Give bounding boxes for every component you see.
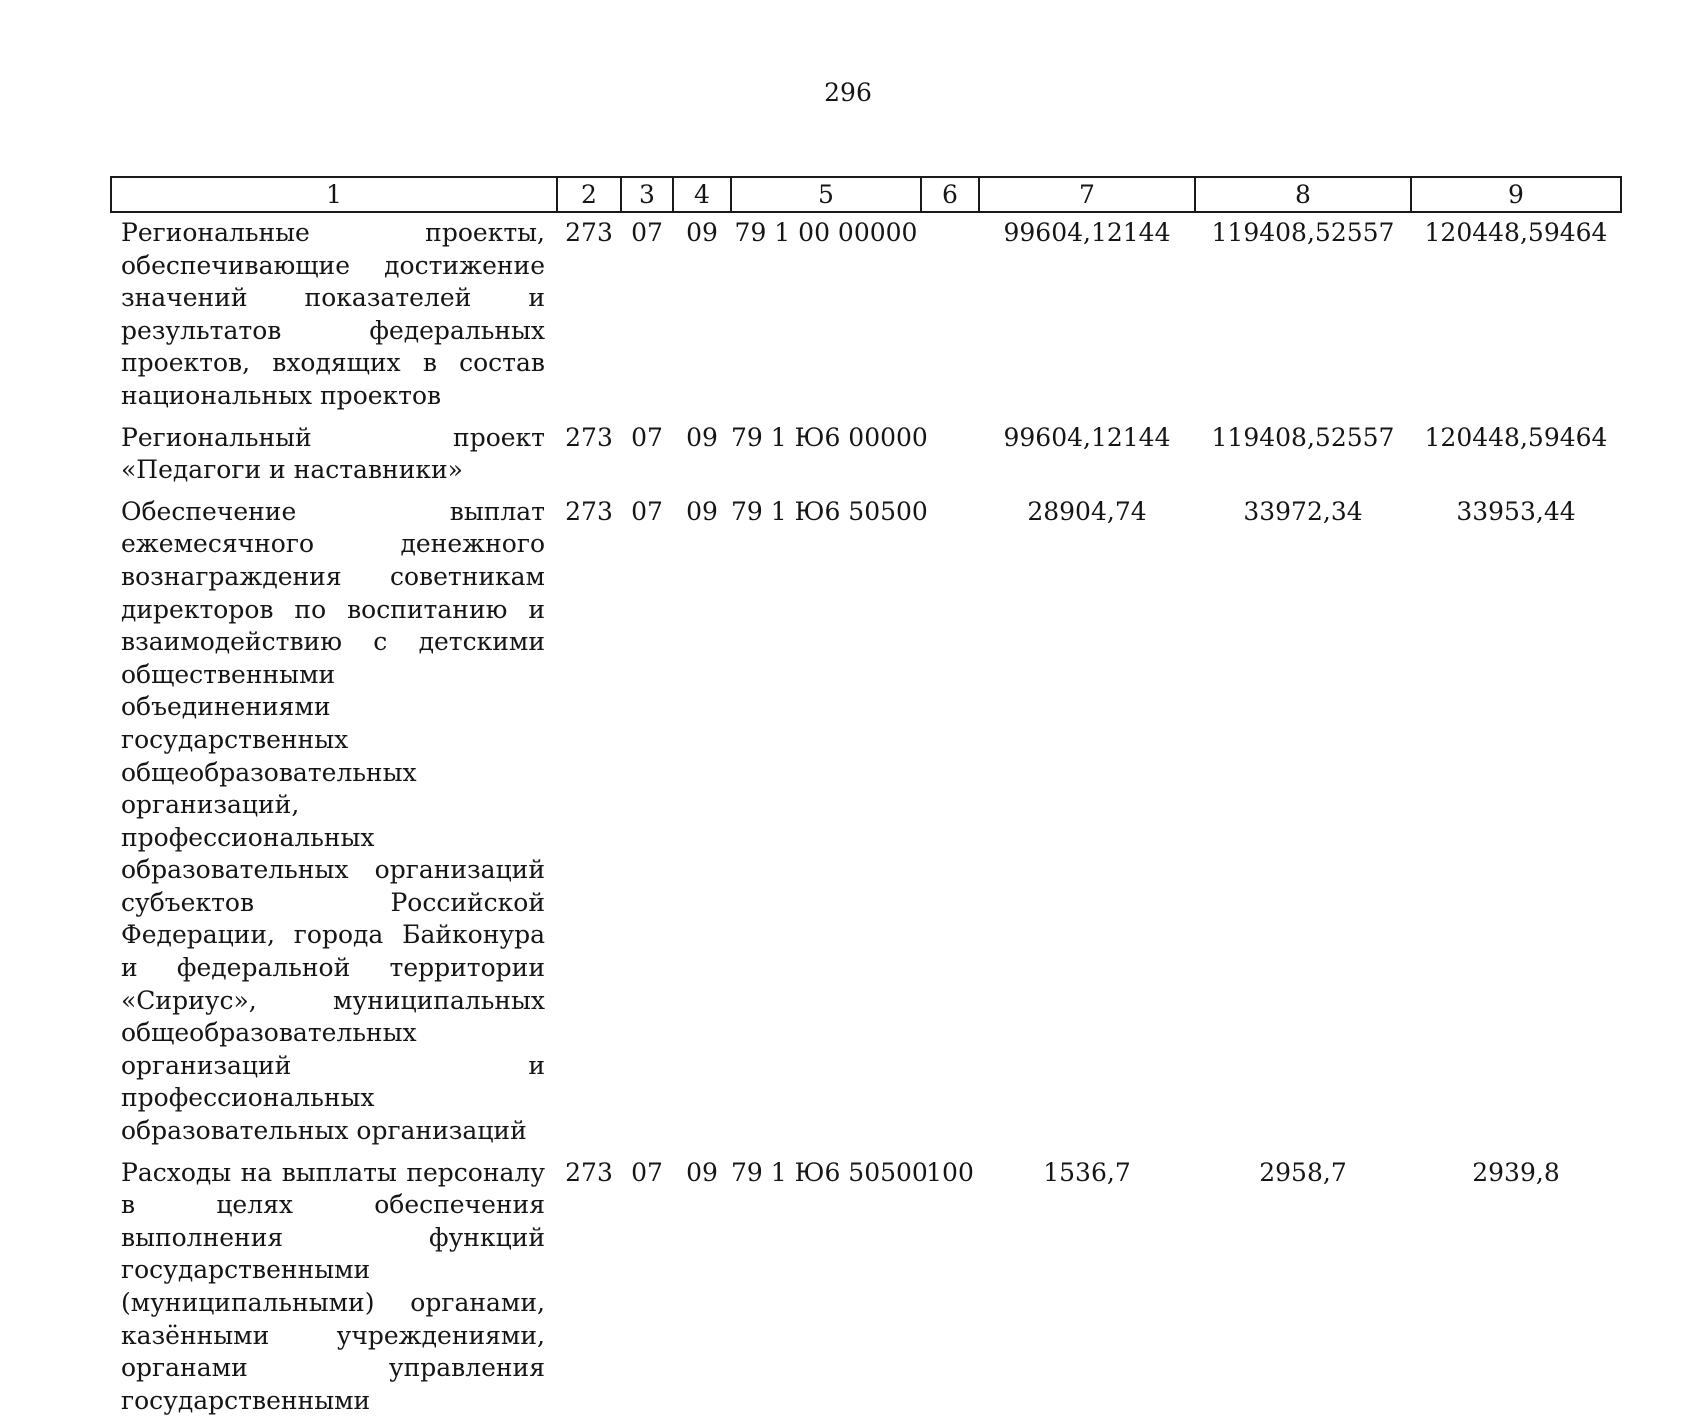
cell-col4: 09 bbox=[686, 422, 718, 452]
header-row bbox=[111, 177, 1621, 212]
budget-table bbox=[110, 176, 1622, 1422]
cell-col9: 120448,59464 bbox=[1424, 422, 1608, 452]
header-cell: 6 bbox=[921, 177, 979, 212]
cell-col5: 79 1 Ю6 50500 bbox=[731, 496, 928, 526]
cell-col4: 09 bbox=[686, 218, 718, 247]
header-cell: 9 bbox=[1411, 177, 1621, 212]
cell-col5: 79 1 00 00000 bbox=[734, 218, 918, 247]
cell-col7: 99604,12144 bbox=[1003, 218, 1171, 247]
cell-col6 bbox=[921, 418, 979, 492]
header-cell: 7 bbox=[979, 177, 1195, 212]
cell-col8: 119408,52557 bbox=[1211, 422, 1395, 452]
cell-col2: 273 bbox=[565, 218, 613, 247]
header-cell: 2 bbox=[557, 177, 621, 212]
cell-col5: 79 1 Ю6 00000 bbox=[731, 422, 928, 452]
cell-col6 bbox=[921, 212, 979, 418]
table-row bbox=[111, 212, 1621, 418]
cell-col3: 07 bbox=[631, 422, 663, 452]
cell-col3: 07 bbox=[631, 1157, 663, 1187]
cell-col4: 09 bbox=[686, 1157, 718, 1187]
header-cell: 1 bbox=[111, 177, 557, 212]
cell-col6: 100 bbox=[926, 1157, 974, 1187]
table-row bbox=[111, 492, 1621, 1153]
cell-col3: 07 bbox=[631, 496, 663, 526]
row-description: Расходы на выплаты персоналу в целях обеспечения выполнения функций государственными (муниципальными) органами, казёнными учреждениями, органами управления государственными bbox=[121, 1157, 545, 1415]
cell-col4: 09 bbox=[686, 496, 718, 526]
cell-col7: 1536,7 bbox=[1043, 1157, 1131, 1187]
cell-col7: 99604,12144 bbox=[1003, 422, 1171, 452]
header-cell: 8 bbox=[1195, 177, 1411, 212]
cell-col8: 119408,52557 bbox=[1211, 218, 1395, 247]
cell-col8: 2958,7 bbox=[1259, 1157, 1347, 1187]
header-cell: 5 bbox=[731, 177, 921, 212]
cell-col8: 33972,34 bbox=[1243, 496, 1363, 526]
cell-col7: 28904,74 bbox=[1027, 496, 1147, 526]
cell-col9: 120448,59464 bbox=[1424, 218, 1608, 247]
row-description: Региональный проект «Педагоги и наставники» bbox=[121, 422, 545, 485]
cell-col2: 273 bbox=[565, 422, 613, 452]
cell-col2: 273 bbox=[565, 496, 613, 526]
row-description: Обеспечение выплат ежемесячного денежного вознаграждения советникам директоров по воспитанию и взаимодействию с детскими общественными объединениями государственных общеобразовательных организаций, профессиональных образовательных организаций субъектов Российской Федерации, города Байконура и федеральной территории «Сириус», муниципальных общеобразовательных организаций и профессиональных образовательных организаций bbox=[121, 496, 545, 1146]
cell-col2: 273 bbox=[565, 1157, 613, 1187]
header-cell: 3 bbox=[621, 177, 673, 212]
row-description: Региональные проекты, обеспечивающие достижение значений показателей и результатов федеральных проектов, входящих в состав национальных проектов bbox=[121, 218, 545, 410]
cell-col3: 07 bbox=[631, 218, 663, 247]
cell-col6 bbox=[921, 492, 979, 1153]
header-cell: 4 bbox=[673, 177, 731, 212]
page-number: 296 bbox=[824, 78, 872, 107]
table-row bbox=[111, 418, 1621, 492]
cell-col5: 79 1 Ю6 50500 bbox=[731, 1157, 928, 1187]
cell-col9: 33953,44 bbox=[1456, 496, 1576, 526]
table-row bbox=[111, 1153, 1621, 1422]
cell-col9: 2939,8 bbox=[1472, 1157, 1560, 1187]
